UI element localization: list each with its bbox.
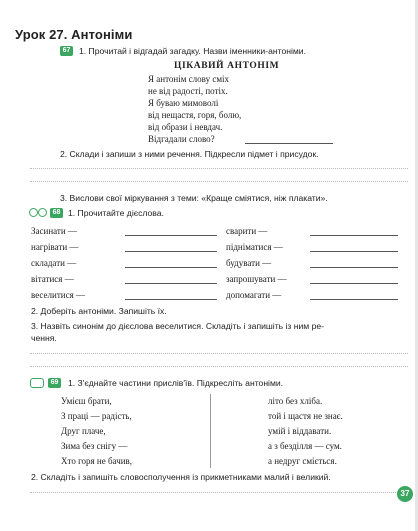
answer-line[interactable]	[125, 267, 217, 268]
task-68-3-text-cont: чення.	[31, 333, 57, 343]
page-number: 37	[397, 486, 413, 502]
task-69-1-text: 1. З'єднайте частини прислів'їв. Підкресліть антоніми.	[68, 378, 284, 388]
pair-work-icon	[38, 208, 47, 217]
proverb-left: З праці — радість,	[61, 411, 132, 421]
poem-title: ЦІКАВИЙ АНТОНІМ	[174, 61, 280, 71]
task-2-text: 2. Склади і запиши з ними речення. Підкресли підмет і присудок.	[60, 149, 319, 159]
poem-line: від образи і невдач.	[148, 122, 223, 132]
verb-left: веселитися —	[31, 290, 85, 300]
exercise-badge: 69	[48, 378, 61, 388]
verb-right: сварити —	[226, 226, 268, 236]
house-icon	[30, 378, 44, 388]
exercise-badge: 68	[50, 208, 63, 218]
exercise-badge: 67	[60, 46, 73, 56]
task-3-text: 3. Вислови свої міркування з теми: «Краще сміятися, ніж плакати».	[60, 193, 328, 203]
answer-line[interactable]	[310, 251, 398, 252]
task-69-2-text: 2. Складіть і запишіть словосполучення із прикметниками малий і великий.	[31, 472, 331, 482]
column-divider	[210, 394, 211, 468]
poem-line: не від радості, потіх.	[148, 86, 228, 96]
poem-line: Відгадали слово?	[148, 134, 215, 144]
poem-line: Я буваю мимоволі	[148, 98, 219, 108]
proverb-left: Хто горя не бачив,	[61, 456, 133, 466]
writing-line[interactable]	[30, 353, 408, 354]
task-1-text: 1. Прочитай і відгадай загадку. Назви іменники-антоніми.	[79, 46, 306, 56]
proverb-right: а з безділля — сум.	[268, 441, 342, 451]
answer-line[interactable]	[310, 267, 398, 268]
verb-left: вітатися —	[31, 274, 74, 284]
poem-line: від нещастя, горя, болю,	[148, 110, 242, 120]
proverb-right: літо без хліба.	[268, 396, 323, 406]
proverb-left: Умієш брати,	[61, 396, 112, 406]
verb-right: запрошувати —	[226, 274, 287, 284]
proverb-right: а недруг сміється.	[268, 456, 337, 466]
verb-right: будувати —	[226, 258, 272, 268]
verb-right: підніматися —	[226, 242, 283, 252]
proverb-left: Друг плаче,	[61, 426, 106, 436]
pair-work-icon	[29, 208, 38, 217]
writing-line[interactable]	[30, 366, 408, 367]
answer-line[interactable]	[310, 283, 398, 284]
answer-line[interactable]	[125, 235, 217, 236]
answer-line[interactable]	[125, 251, 217, 252]
answer-line[interactable]	[245, 143, 333, 144]
proverb-right: умій і віддавати.	[268, 426, 332, 436]
writing-line[interactable]	[30, 168, 408, 169]
poem-line: Я антонім слову сміх	[148, 74, 230, 84]
lesson-title: Урок 27. Антоніми	[15, 27, 133, 42]
answer-line[interactable]	[310, 235, 398, 236]
answer-line[interactable]	[125, 283, 217, 284]
proverb-right: той і щастя не знає.	[268, 411, 343, 421]
verb-right: допомагати —	[226, 290, 282, 300]
verb-left: складати —	[31, 258, 77, 268]
answer-line[interactable]	[310, 299, 398, 300]
proverb-left: Зима без снігу —	[61, 441, 128, 451]
verb-left: нагрівати —	[31, 242, 79, 252]
writing-line[interactable]	[30, 181, 408, 182]
answer-line[interactable]	[125, 299, 217, 300]
task-68-3-text: 3. Назвіть синонім до дієслова веселитися. Складіть і запишіть із ним ре-	[31, 321, 325, 331]
verb-left: Засинати —	[31, 226, 77, 236]
writing-line[interactable]	[30, 492, 400, 493]
task-68-1-text: 1. Прочитайте дієслова.	[68, 208, 164, 218]
task-68-2-text: 2. Доберіть антоніми. Запишіть їх.	[31, 306, 167, 316]
